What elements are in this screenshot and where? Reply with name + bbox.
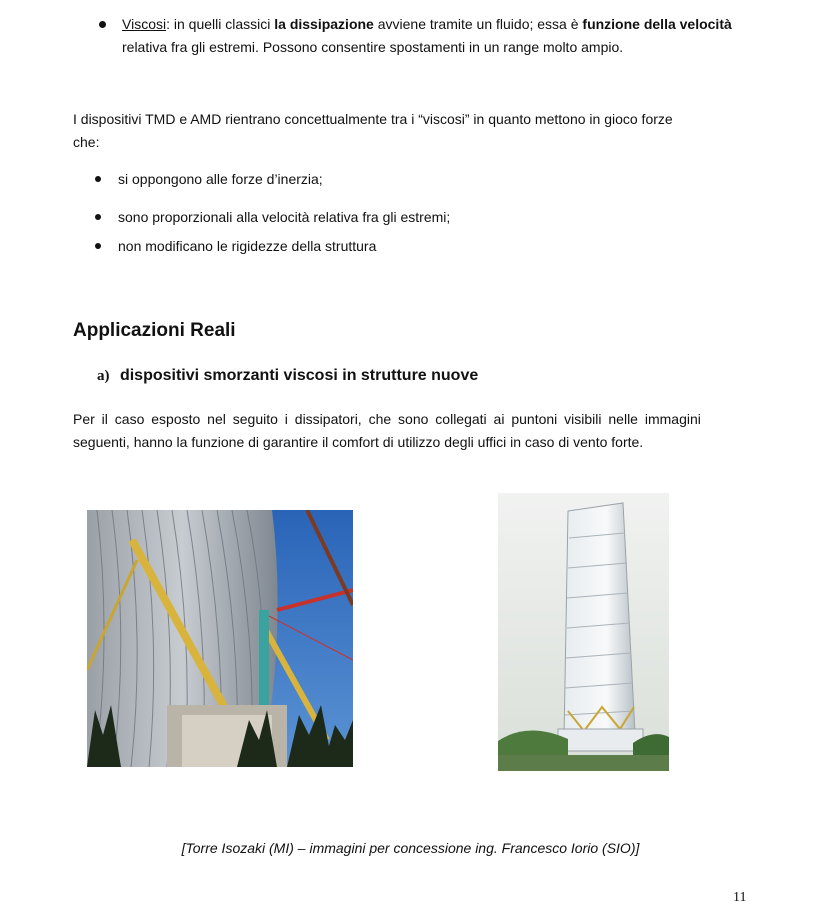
figure-caption: [Torre Isozaki (MI) – immagini per concessione ing. Francesco Iorio (SIO)] [181,840,640,856]
page-number: 11 [733,890,747,905]
viscous-text-1: : in quelli classici [166,16,275,32]
subsection-letter: a) [97,368,110,384]
intro-line-1: I dispositivi TMD e AMD rientrano concettualmente tra i “viscosi” in quanto mettono in gioco forze [73,111,673,127]
tower-photo [498,493,669,771]
strut-photo [87,510,353,767]
viscous-bold-1: la dissipazione [274,16,374,32]
bullet-dot [95,214,101,220]
bullet-dot [95,243,101,249]
paragraph-line-1: Per il caso esposto nel seguito i dissipatori, che sono collegati ai puntoni visibili nelle immagini [73,411,701,427]
viscous-bold-2: funzione della velocità [582,16,732,32]
bullet-dot [99,21,106,28]
bullet-dot [95,176,101,182]
viscous-line-2: relativa fra gli estremi. Possono consentire spostamenti in un range molto ampio. [122,39,624,55]
paragraph-line-2: seguenti, hanno la funzione di garantire il comfort di utilizzo degli uffici in caso di vento forte. [73,434,644,450]
viscous-text-2: avviene tramite un fluido; essa è [373,16,583,32]
subsection-title: dispositivi smorzanti viscosi in strutture nuove [119,367,479,384]
subsection-heading [97,367,478,385]
viscous-item [122,13,752,35]
property-item: sono proporzionali alla velocità relativa fra gli estremi; [118,209,451,225]
intro-line-2: che: [73,134,100,150]
property-item: si oppongono alle forze d’inerzia; [118,171,323,187]
property-item: non modificano le rigidezze della struttura [118,238,377,254]
viscous-term: Viscosi [122,16,167,32]
section-title: Applicazioni Reali [73,320,236,341]
